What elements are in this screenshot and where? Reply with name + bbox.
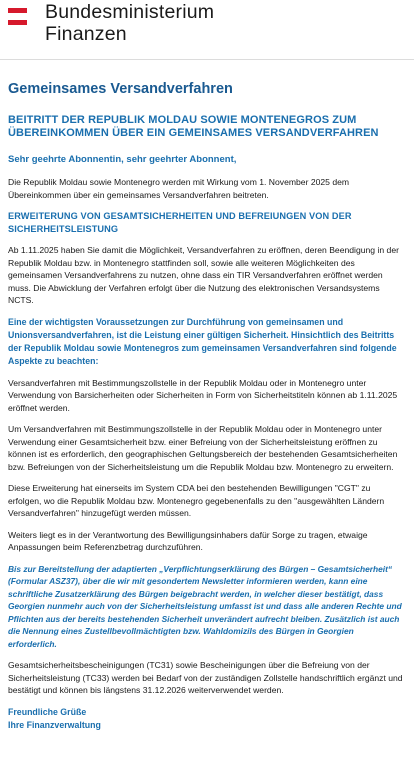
header xyxy=(0,0,414,58)
highlight-paragraph: Eine der wichtigsten Voraussetzungen zur Durchführung von gemeinsamen und Unionsversandverfahren, ist die Leistung einer gültigen Sicherheit. Hinsichtlich des Beitritts der Republik Moldau sowie Montenegros zum gemeinsamen Versandverfahren sind folgende Aspekte zu beachten: xyxy=(8,316,397,366)
newsletter-subtitle: BEITRITT DER REPUBLIK MOLDAU SOWIE MONTENEGROS ZUM ÜBEREINKOMMEN ÜBER EIN GEMEINSAMES VERSANDVERFAHREN xyxy=(8,114,379,139)
page-title: Gemeinsames Versandverfahren xyxy=(8,81,233,97)
paragraph-6: Gesamtsicherheitsbescheinigungen (TC31) sowie Bescheinigungen über die Befreiung von der Sicherheitsleistung (TC33) werden bei Bedarf von der zuständigen Zollstelle handschriftlich ergänzt und bestätigt und können bis längstens 31.12.2026 weiterverwendet werden. xyxy=(8,660,403,695)
header-divider xyxy=(0,59,414,60)
newsletter-body xyxy=(8,80,404,732)
paragraph-4: Diese Erweiterung hat einerseits im System CDA bei den bestehenden Bewilligungen "CGT" zu erfolgen, wo die Republik Moldau bzw. Montenegro gegebenenfalls zu den "ausgewählten Ländern Versandverfahren" hinzugefügt werden müssen. xyxy=(8,483,385,518)
paragraph-3: Um Versandverfahren mit Bestimmungszollstelle in der Republik Moldau oder in Montenegro unter Verwendung einer Gesamtsicherheit bzw. einer Befreiung von der Sicherheitsleistung eröffnen zu können ist es erforderlich, den geographischen Geltungsbereich der bestehenden Gesamtsicherheiten bzw. Befreiungen von der Sicherheitsleistung um die Republik Moldau bzw. Montenegro zu erweitern. xyxy=(8,424,398,472)
greeting: Sehr geehrte Abonnentin, sehr geehrter Abonnent, xyxy=(8,154,237,165)
italic-note: Bis zur Bereitstellung der adaptierten „Verpflichtungserklärung des Bürgen – Gesamtsicherheit“ (Formular ASZ37), über die wir mit gesondertem Newsletter informieren werden, kann eine schriftliche Zusatzerklärung des Bürgen beigebracht werden, in welcher dieser bestätigt, dass Georgien nunmehr auch von der Sicherheitsleistung umfasst ist und dass alle anderen Rechte und Pflichten aus der bereits bestehenden Sicherheit unverändert aufrecht bleiben. Zusätzlich ist auch die Nennung eines Zustellbevollmächtigten bzw. Wahldomizils des Bürgen in Georgien erforderlich. xyxy=(8,563,402,649)
section-heading: ERWEITERUNG VON GESAMTSICHERHEITEN UND BEFREIUNGEN VON DER SICHERHEITSLEISTUNG xyxy=(8,211,352,234)
logo-line-2: Finanzen xyxy=(45,23,127,45)
logo-line-1: Bundesministerium xyxy=(45,1,215,23)
ministry-logo xyxy=(45,1,214,45)
closing-greeting: Freundliche Grüße xyxy=(8,706,87,717)
paragraph-1: Ab 1.11.2025 haben Sie damit die Möglichkeit, Versandverfahren zu eröffnen, deren Beendigung in der Republik Moldau bzw. in Montenegro stattfinden soll, sowie alle weiteren Möglichkeiten des gemeinsamen Versandverfahrens zu nutzen, ohne dass ein TIR Versandverfahren eröffnet werden muss. Die Abwicklung der Verfahren erfolgt über die Nutzung des elektronischen Versandsystems NCTS. xyxy=(8,245,399,305)
closing-signature: Ihre Finanzverwaltung xyxy=(8,719,101,730)
logo-flag-bar-top xyxy=(8,8,27,13)
logo-flag-bar-bottom xyxy=(8,20,27,25)
intro-paragraph: Die Republik Moldau sowie Montenegro werden mit Wirkung vom 1. November 2025 dem Übereinkommen über ein gemeinsames Versandverfahren beitreten. xyxy=(8,177,350,200)
paragraph-2: Versandverfahren mit Bestimmungszollstelle in der Republik Moldau oder in Montenegro unter Verwendung von Barsicherheiten oder Sicherheiten in Form von Sicherheitstiteln können ab 1.11.2025 eröffnet werden. xyxy=(8,377,398,413)
paragraph-5: Weiters liegt es in der Verantwortung des Bewilligungsinhabers dafür Sorge zu tragen, etwaige Anpassungen beim Referenzbetrag durchzuführen. xyxy=(8,529,368,552)
